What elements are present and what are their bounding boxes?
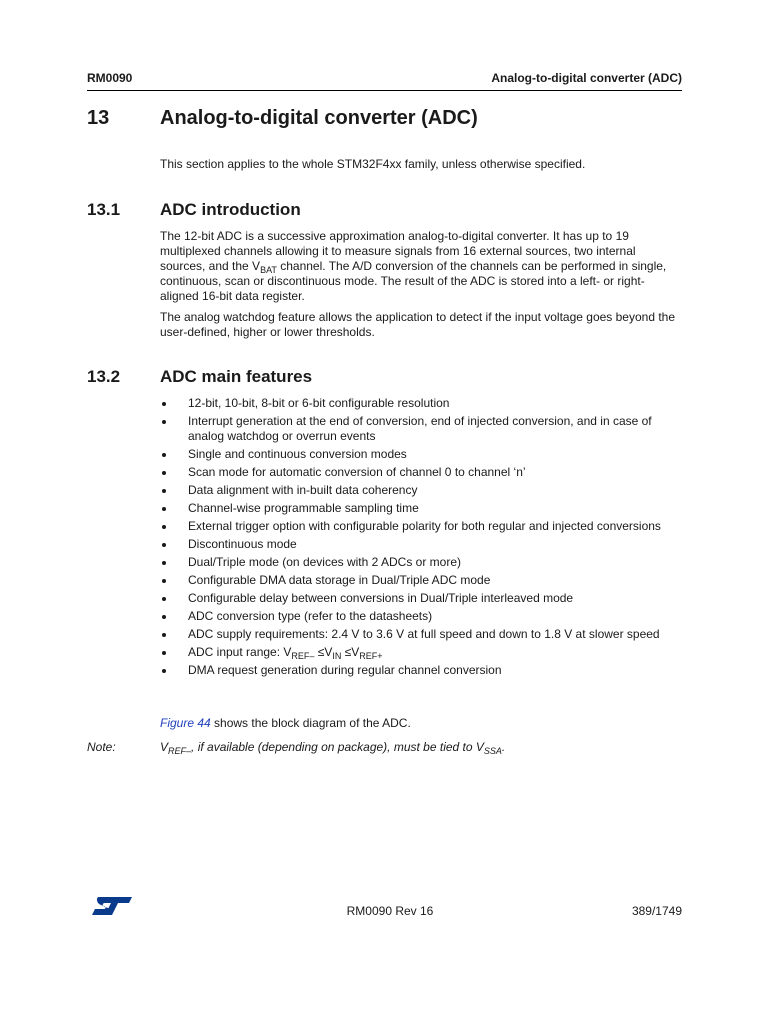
- list-item: 12-bit, 10-bit, 8-bit or 6-bit configurable resolution: [160, 396, 682, 411]
- list-item: ADC supply requirements: 2.4 V to 3.6 V at full speed and down to 1.8 V at slower speed: [160, 627, 682, 642]
- list-item: Data alignment with in-built data coherency: [160, 483, 682, 498]
- list-item: ADC conversion type (refer to the datasheets): [160, 609, 682, 624]
- bullet-icon: [162, 651, 166, 655]
- figure-reference-text: shows the block diagram of the ADC.: [210, 716, 411, 730]
- subsection-1-title: ADC introduction: [160, 200, 301, 219]
- note-label: Note:: [87, 740, 116, 754]
- bullet-icon: [162, 471, 166, 475]
- list-item: External trigger option with configurable polarity for both regular and injected conversions: [160, 519, 682, 534]
- vbat-subscript: BAT: [260, 265, 277, 275]
- bullet-icon: [162, 633, 166, 637]
- footer-page-number: 389/1749: [631, 904, 682, 918]
- bullet-icon: [162, 525, 166, 529]
- bullet-icon: [162, 669, 166, 673]
- footer-revision: RM0090 Rev 16: [346, 904, 434, 918]
- section-intro: This section applies to the whole STM32F4xx family, unless otherwise specified.: [160, 157, 586, 171]
- adc-intro-paragraph: [160, 229, 682, 304]
- list-item: Configurable DMA data storage in Dual/Triple ADC mode: [160, 573, 682, 588]
- bullet-icon: [162, 561, 166, 565]
- section-number: 13: [87, 107, 110, 129]
- bullet-icon: [162, 489, 166, 493]
- subsection-2-title: ADC main features: [160, 367, 313, 386]
- bullet-icon: [162, 420, 166, 424]
- note-text: $V_{REF-}$, if available (depending on package), must be tied to $V_{SSA}$.: [160, 740, 506, 756]
- figure-44-link[interactable]: Figure 44: [160, 716, 211, 730]
- adc-intro-text-a: The 12-bit ADC is a successive approximation analog-to-digital converter. It has up to 19 multiplexed channels allowing it to measure signals from 16 external sources, two internal sources, and the V: [160, 229, 636, 273]
- list-item: Single and continuous conversion modes: [160, 447, 682, 462]
- bullet-icon: [162, 507, 166, 511]
- subsection-1-number: 13.1: [87, 200, 121, 219]
- subsection-2-number: 13.2: [87, 367, 121, 386]
- list-item: Interrupt generation at the end of conversion, end of injected conversion, and in case of analog watchdog or overrun events: [160, 414, 682, 444]
- analog-watchdog-paragraph: The analog watchdog feature allows the application to detect if the input voltage goes beyond the user-defined, higher or lower thresholds.: [160, 310, 676, 339]
- subsection-heading-2: [87, 367, 687, 389]
- st-logo-icon: [91, 894, 133, 918]
- header-doc-id: RM0090: [87, 71, 133, 85]
- bullet-icon: [162, 579, 166, 583]
- list-item: Dual/Triple mode (on devices with 2 ADCs or more): [160, 555, 682, 570]
- figure-reference-paragraph: [160, 716, 682, 731]
- features-list: [160, 396, 682, 681]
- list-item: Channel-wise programmable sampling time: [160, 501, 682, 516]
- bullet-icon: [162, 453, 166, 457]
- bullet-icon: [162, 597, 166, 601]
- list-item: DMA request generation during regular channel conversion: [160, 663, 682, 678]
- page-header: [87, 68, 682, 91]
- list-item: Configurable delay between conversions in Dual/Triple interleaved mode: [160, 591, 682, 606]
- subsection-heading-1: [87, 200, 687, 222]
- bullet-icon: [162, 615, 166, 619]
- section-title: Analog-to-digital converter (ADC): [160, 107, 478, 129]
- list-item: Scan mode for automatic conversion of channel 0 to channel ‘n’: [160, 465, 682, 480]
- bullet-icon: [162, 543, 166, 547]
- adc-intro-text-b: channel. The A/D conversion of the channels can be performed in single, continuous, scan or discontinuous mode. The result of the ADC is stored into a left- or right-aligned 16-bit data register.: [160, 259, 667, 303]
- bullet-icon: [162, 402, 166, 406]
- header-chapter-title: Analog-to-digital converter (ADC): [491, 71, 682, 85]
- list-item-input-range: ADC input range: $V_{REF-} \le V_{IN} \le V_{REF+}$: [160, 645, 682, 660]
- list-item: Discontinuous mode: [160, 537, 682, 552]
